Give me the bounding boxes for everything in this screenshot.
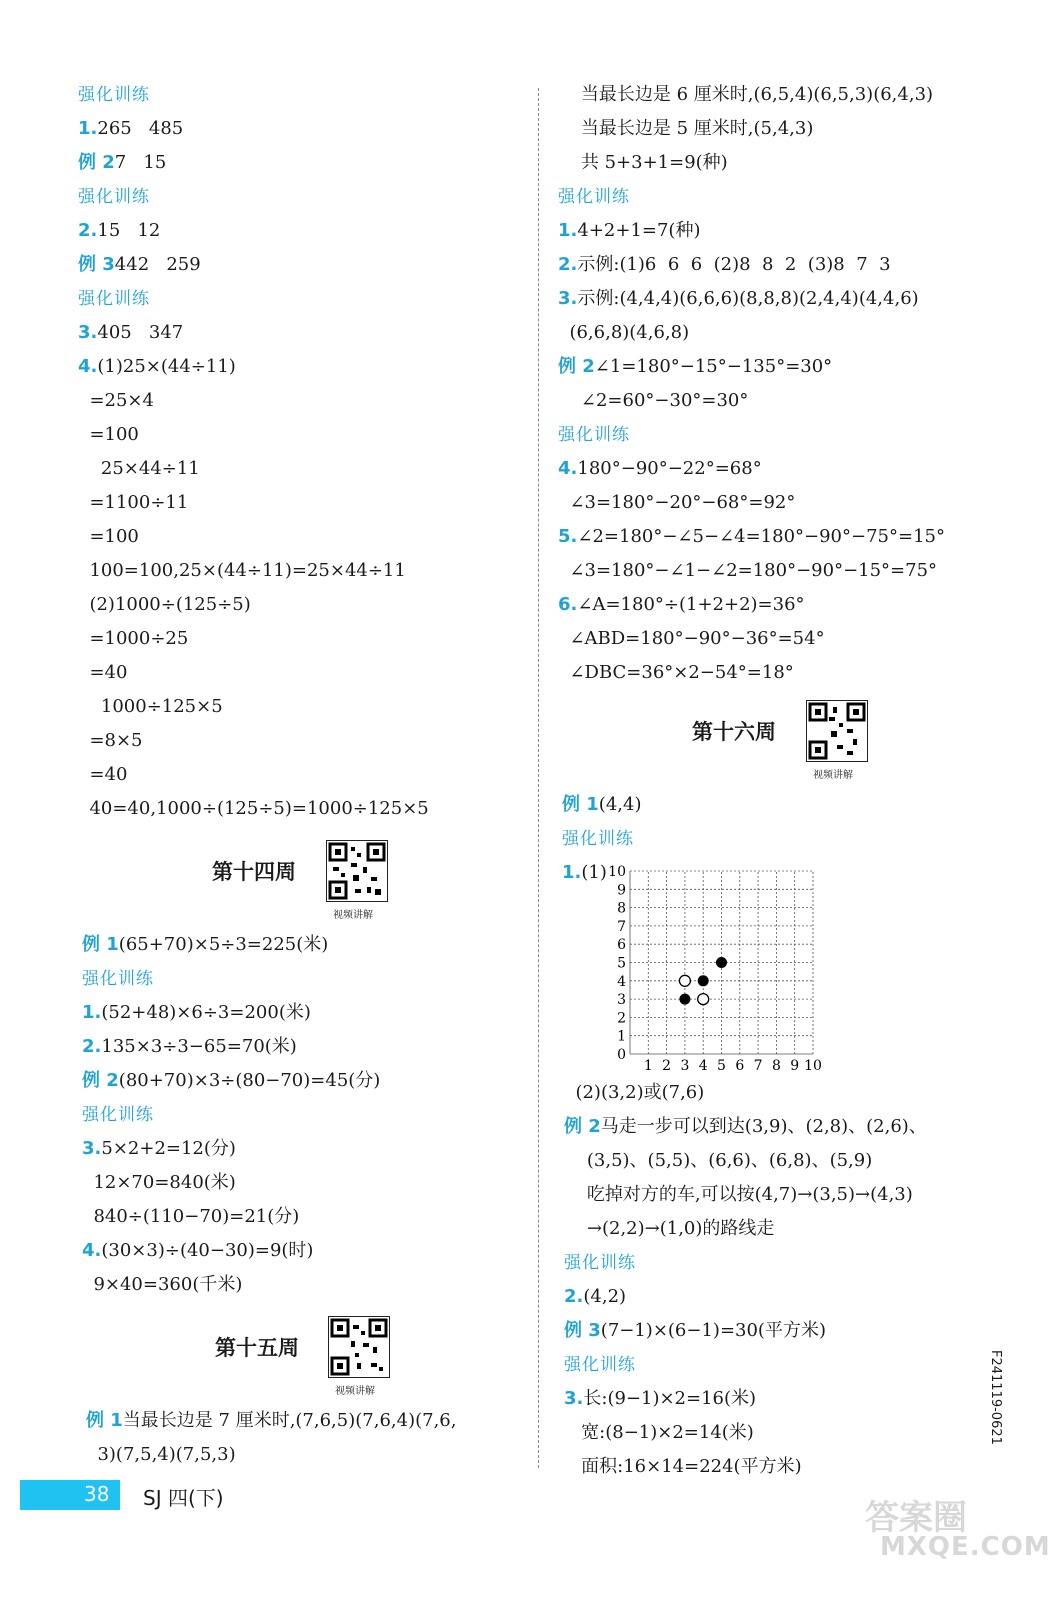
- item-label: 2.: [82, 1036, 102, 1057]
- black-point: [698, 975, 709, 986]
- item-text: 吃掉对方的车,可以按(4,7)→(3,5)→(4,3): [564, 1184, 913, 1205]
- answer-line: [558, 628, 825, 650]
- answer-line: [78, 492, 188, 514]
- y-tick-label: 5: [617, 955, 626, 972]
- black-point: [716, 957, 727, 968]
- answer-line: [78, 526, 139, 548]
- item-text: (65+70)×5÷3=225(米): [118, 934, 329, 955]
- answer-line: [564, 1422, 754, 1444]
- item-text: ∠ABD=180°−90°−36°=54°: [558, 628, 825, 649]
- answer-line: [82, 1138, 236, 1160]
- answer-line: [86, 1410, 456, 1432]
- answer-line: [558, 594, 805, 616]
- answer-line: [82, 1240, 313, 1262]
- item-text: 3)(7,5,4)(7,5,3): [86, 1444, 236, 1465]
- x-tick-label: 4: [698, 1058, 708, 1074]
- item-label: 强化训练: [82, 969, 154, 989]
- item-text: (30×3)÷(40−30)=9(时): [101, 1240, 314, 1261]
- item-text: (1)25×(44÷11): [97, 356, 236, 377]
- item-label: 2.: [558, 254, 578, 275]
- black-point: [679, 994, 690, 1005]
- y-tick-label: 9: [617, 882, 626, 899]
- item-text: (7−1)×(6−1)=30(平方米): [600, 1320, 826, 1341]
- item-label: 例 1: [562, 794, 599, 815]
- item-text: (3,5)、(5,5)、(6,6)、(6,8)、(5,9): [564, 1150, 873, 1171]
- item-label: 3.: [78, 322, 98, 343]
- white-point: [679, 975, 690, 986]
- item-label: 强化训练: [558, 425, 630, 445]
- y-tick-label: 3: [617, 992, 626, 1009]
- answer-line: [558, 84, 933, 106]
- item-text: ∠A=180°÷(1+2+2)=36°: [577, 594, 805, 615]
- answer-line: [78, 594, 251, 616]
- item-text: (52+48)×6÷3=200(米): [101, 1002, 311, 1023]
- section-heading: [558, 186, 630, 208]
- answer-line: [78, 118, 183, 140]
- item-text: 共 5+3+1=9(种): [558, 152, 728, 173]
- item-label: 4.: [82, 1240, 102, 1261]
- item-label: 例 3: [564, 1320, 601, 1341]
- answer-line: [564, 1286, 626, 1308]
- item-label: 1.: [562, 862, 582, 883]
- answer-line: [558, 526, 945, 548]
- item-text: 25×44÷11: [78, 458, 200, 479]
- item-label: 强化训练: [558, 187, 630, 207]
- item-label: 3.: [82, 1138, 102, 1159]
- item-label: 强化训练: [78, 85, 150, 105]
- qr-caption: 视频讲解: [813, 770, 853, 781]
- qr-code-icon[interactable]: [326, 840, 388, 902]
- answer-line: [82, 1036, 297, 1058]
- item-text: 265 485: [97, 118, 184, 139]
- item-text: 405 347: [97, 322, 184, 343]
- answer-line: [564, 1388, 756, 1410]
- item-label: 例 2: [82, 1070, 119, 1091]
- section-heading: [78, 84, 150, 106]
- answer-line: [82, 934, 328, 956]
- y-tick-label: 6: [617, 937, 626, 954]
- answer-line: [78, 662, 127, 684]
- y-tick-label: 2: [617, 1010, 626, 1027]
- answer-line: [78, 424, 139, 446]
- section-heading: [78, 186, 150, 208]
- week15-title: 第十五周: [215, 1336, 299, 1360]
- item-label: 1.: [558, 220, 578, 241]
- answer-line: [558, 118, 813, 140]
- item-text: ∠3=180°−∠1−∠2=180°−90°−15°=75°: [558, 560, 938, 581]
- x-tick-label: 5: [717, 1058, 726, 1074]
- watermark-url: MXQE.COM: [880, 1532, 1051, 1562]
- item-text: 840÷(110−70)=21(分): [82, 1206, 300, 1227]
- item-text: (1): [581, 862, 607, 883]
- answer-line: [82, 1274, 242, 1296]
- section-heading: [82, 1104, 154, 1126]
- item-label: 强化训练: [564, 1253, 636, 1273]
- item-label: 1.: [78, 118, 98, 139]
- item-label: 例 1: [86, 1410, 123, 1431]
- item-text: 宽:(8−1)×2=14(米): [564, 1422, 754, 1443]
- answer-line: [82, 1206, 299, 1228]
- week16-title: 第十六周: [692, 720, 776, 744]
- answer-line: [78, 152, 166, 174]
- item-text: 180°−90°−22°=68°: [577, 458, 762, 479]
- item-text: 马走一步可以到达(3,9)、(2,8)、(2,6)、: [600, 1116, 927, 1137]
- item-text: (2)(3,2)或(7,6): [564, 1082, 705, 1103]
- item-text: 40=40,1000÷(125÷5)=1000÷125×5: [78, 798, 429, 819]
- answer-line: [78, 254, 201, 276]
- item-label: 6.: [558, 594, 578, 615]
- item-label: 强化训练: [82, 1105, 154, 1125]
- answer-line: [78, 798, 429, 820]
- y-tick-label: 8: [617, 900, 626, 917]
- x-tick-label: 10: [804, 1058, 822, 1074]
- answer-line: [78, 458, 200, 480]
- item-text: =40: [78, 662, 128, 683]
- answer-line: [564, 1082, 704, 1104]
- answer-line: [78, 696, 223, 718]
- item-text: →(2,2)→(1,0)的路线走: [564, 1218, 775, 1239]
- item-text: 15 12: [97, 220, 161, 241]
- section-heading: [562, 828, 634, 850]
- item-label: 例 2: [564, 1116, 601, 1137]
- answer-line: [78, 628, 188, 650]
- y-tick-label: 4: [617, 973, 626, 990]
- qr-code-icon[interactable]: [806, 700, 868, 762]
- answer-line: [564, 1320, 826, 1342]
- answer-line: [564, 1218, 774, 1240]
- book-label: SJ 四(下): [143, 1486, 224, 1510]
- page-number: 38: [84, 1482, 110, 1506]
- y-tick-label: 7: [617, 918, 626, 935]
- x-tick-label: 3: [680, 1058, 690, 1074]
- coordinate-grid: [600, 860, 840, 1075]
- item-text: 442 259: [114, 254, 201, 275]
- item-label: 4.: [78, 356, 98, 377]
- answer-line: [564, 1150, 872, 1172]
- answer-line: [78, 220, 160, 242]
- item-text: 面积:16×14=224(平方米): [564, 1456, 802, 1477]
- item-label: 强化训练: [564, 1355, 636, 1375]
- y-tick-label: 10: [608, 864, 626, 880]
- qr-code-icon[interactable]: [328, 1316, 390, 1378]
- item-text: =1000÷25: [78, 628, 189, 649]
- item-label: 例 3: [78, 254, 115, 275]
- item-text: 当最长边是 5 厘米时,(5,4,3): [558, 118, 814, 139]
- item-label: 1.: [82, 1002, 102, 1023]
- answer-line: [558, 254, 891, 276]
- x-tick-label: 7: [753, 1058, 763, 1074]
- item-text: 5×2+2=12(分): [101, 1138, 236, 1159]
- y-tick-label: 0: [617, 1047, 626, 1063]
- column-divider: [538, 88, 539, 1468]
- answer-line: [564, 1116, 927, 1138]
- item-text: 示例:(4,4,4)(6,6,6)(8,8,8)(2,4,4)(4,4,6): [577, 288, 919, 309]
- item-label: 例 2: [558, 356, 595, 377]
- item-text: (4,4): [598, 794, 642, 815]
- item-text: ∠1=180°−15°−135°=30°: [594, 356, 833, 377]
- item-label: 2.: [564, 1286, 584, 1307]
- qr-caption: 视频讲解: [333, 910, 373, 921]
- side-code: F241119-0621: [988, 1350, 1003, 1445]
- answer-line: [82, 1002, 311, 1024]
- item-text: =100: [78, 526, 139, 547]
- answer-line: [558, 458, 762, 480]
- section-heading: [564, 1252, 636, 1274]
- answer-line: [78, 764, 127, 786]
- answer-line: [558, 356, 832, 378]
- item-text: (2)1000÷(125÷5): [78, 594, 251, 615]
- white-point: [698, 994, 709, 1005]
- item-text: 9×40=360(千米): [82, 1274, 243, 1295]
- answer-line: [558, 322, 689, 344]
- answer-line: [558, 288, 919, 310]
- item-text: 当最长边是 7 厘米时,(7,6,5)(7,6,4)(7,6,: [122, 1410, 457, 1431]
- item-text: 100=100,25×(44÷11)=25×44÷11: [78, 560, 406, 581]
- answer-line: [86, 1444, 236, 1466]
- answer-line: [78, 730, 143, 752]
- item-label: 2.: [78, 220, 98, 241]
- item-label: 强化训练: [78, 187, 150, 207]
- item-text: (6,6,8)(4,6,8): [558, 322, 690, 343]
- answer-line: [78, 322, 183, 344]
- answer-line: [562, 862, 607, 884]
- answer-line: [558, 220, 700, 242]
- section-heading: [564, 1354, 636, 1376]
- section-heading: [82, 968, 154, 990]
- week14-title: 第十四周: [212, 860, 296, 884]
- x-tick-label: 6: [735, 1058, 745, 1074]
- item-text: =8×5: [78, 730, 143, 751]
- item-text: =25×4: [78, 390, 154, 411]
- item-text: 12×70=840(米): [82, 1172, 236, 1193]
- answer-line: [558, 152, 728, 174]
- x-tick-label: 8: [771, 1058, 781, 1074]
- answer-line: [78, 390, 154, 412]
- item-label: 例 1: [82, 934, 119, 955]
- item-text: =40: [78, 764, 128, 785]
- item-text: ∠3=180°−20°−68°=92°: [558, 492, 796, 513]
- item-label: 强化训练: [562, 829, 634, 849]
- item-label: 5.: [558, 526, 578, 547]
- item-text: 长:(9−1)×2=16(米): [583, 1388, 757, 1409]
- item-text: 当最长边是 6 厘米时,(6,5,4)(6,5,3)(6,4,3): [558, 84, 934, 105]
- item-text: 7 15: [114, 152, 167, 173]
- item-text: ∠2=60°−30°=30°: [558, 390, 749, 411]
- item-text: =1100÷11: [78, 492, 189, 513]
- answer-line: [82, 1070, 380, 1092]
- answer-line: [78, 356, 236, 378]
- answer-line: [82, 1172, 236, 1194]
- item-text: (80+70)×3÷(80−70)=45(分): [118, 1070, 381, 1091]
- item-text: 135×3÷3−65=70(米): [101, 1036, 297, 1057]
- answer-line: [558, 390, 748, 412]
- answer-line: [564, 1184, 913, 1206]
- watermark-logo: 答案圈: [865, 1498, 967, 1538]
- answer-line: [562, 794, 641, 816]
- item-text: 4+2+1=7(种): [577, 220, 701, 241]
- item-text: ∠DBC=36°×2−54°=18°: [558, 662, 794, 683]
- item-label: 3.: [558, 288, 578, 309]
- item-text: 1000÷125×5: [78, 696, 223, 717]
- section-heading: [78, 288, 150, 310]
- answer-line: [558, 662, 794, 684]
- answer-line: [558, 560, 937, 582]
- item-text: (4,2): [583, 1286, 627, 1307]
- item-label: 强化训练: [78, 289, 150, 309]
- y-tick-label: 1: [617, 1028, 626, 1045]
- answer-line: [78, 560, 406, 582]
- item-label: 4.: [558, 458, 578, 479]
- item-text: ∠2=180°−∠5−∠4=180°−90°−75°=15°: [577, 526, 945, 547]
- section-heading: [558, 424, 630, 446]
- item-text: 示例:(1)6 6 6 (2)8 8 2 (3)8 7 3: [577, 254, 891, 275]
- qr-caption: 视频讲解: [335, 1386, 375, 1397]
- item-text: =100: [78, 424, 139, 445]
- answer-line: [558, 492, 795, 514]
- answer-line: [564, 1456, 802, 1478]
- x-tick-label: 9: [790, 1058, 800, 1074]
- x-tick-label: 1: [643, 1058, 653, 1074]
- item-label: 3.: [564, 1388, 584, 1409]
- x-tick-label: 2: [662, 1058, 672, 1074]
- item-label: 例 2: [78, 152, 115, 173]
